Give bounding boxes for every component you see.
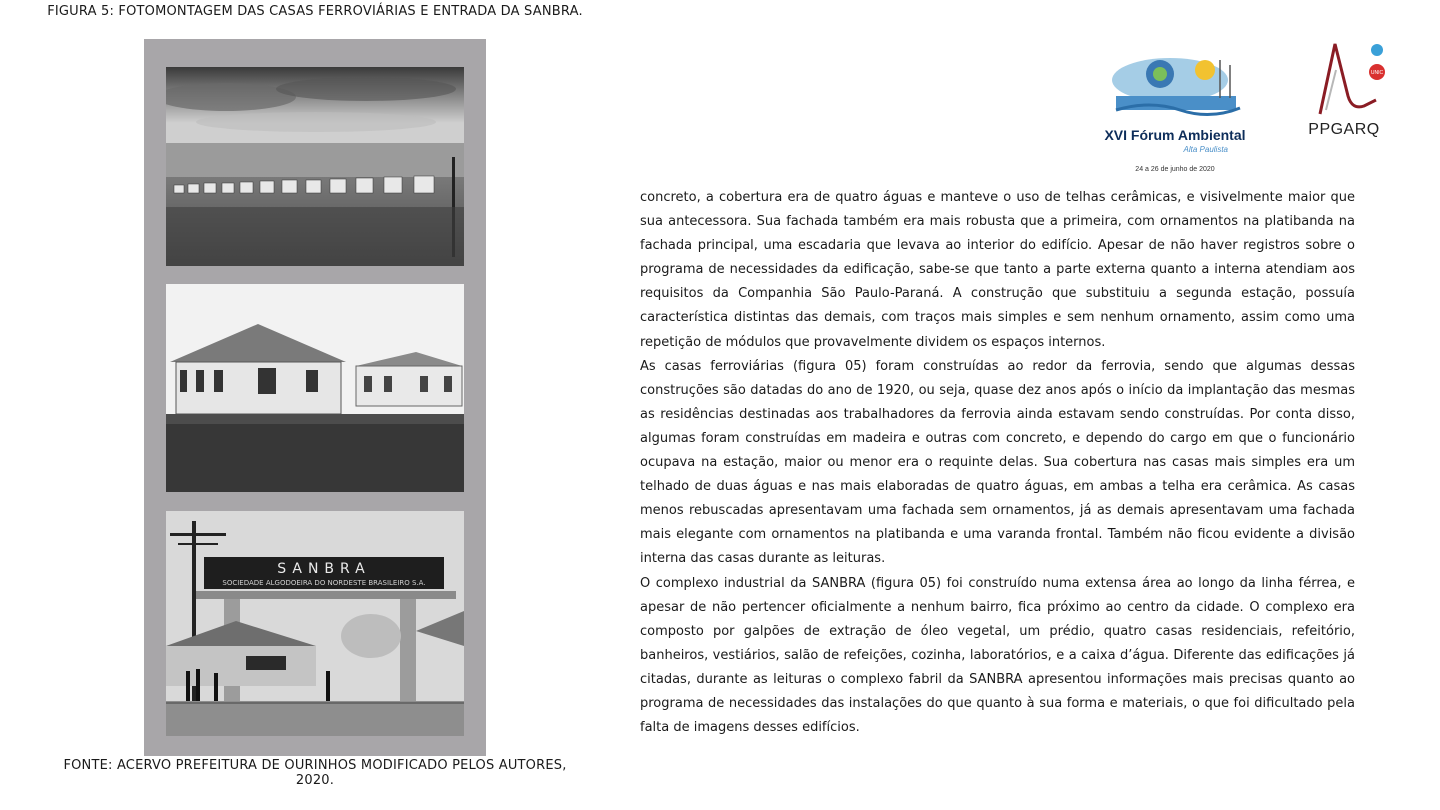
forum-subtitle: Alta Paulista [1183, 145, 1228, 154]
ppgarq-logo [1308, 44, 1385, 138]
event-logos [1080, 40, 1410, 180]
sign-title: SANBRA [277, 561, 371, 577]
photo-railway-houses-detail [166, 284, 464, 492]
forum-title: XVI Fórum Ambiental [1104, 127, 1246, 143]
paragraph-1: concreto, a cobertura era de quatro águas e manteve o uso de telhas cerâmicas, e visivelmente maior que sua antecessora. Sua fachada também era mais robusta que a primeira, com ornamentos na platibanda na fachada principal, uma escadaria que levava ao interior do edifício. Apesar de não haver registros sobre o programa de necessidades da edificação, sabe-se que tanto a parte externa quanto a interna atendiam aos requisitos da Companhia São Paulo-Paraná. A construção que substituiu a segunda estação, possuía característica distintas das demais, com traços mais simples e sem nenhum ornamento, assim como uma repetição de módulos que provavelmente dividem os espaços internos. [640, 190, 1355, 350]
paragraph-3: O complexo industrial da SANBRA (figura 05) foi construído numa extensa área ao longo da linha férrea, e apesar de não pertencer oficialmente a nenhum bairro, fica próximo ao centro da cidade. O complexo era composto por galpões de extração de óleo vegetal, um prédio, quatro casas residenciais, refeitório, banheiros, vestiários, salão de refeições, cozinha, laboratórios, e a caixa d’água. Diferente das edificações já citadas, durante as leituras o complexo fabril da SANBRA apresentou informações mais precisas quanto ao programa de necessidades das instalações do que quanto à sua forma e materiais, o que foi dificultado pela falta de imagens desses edifícios. [640, 575, 1355, 736]
ppgarq-text: PPGARQ [1308, 121, 1380, 138]
figure-caption: FIGURA 5: FOTOMONTAGEM DAS CASAS FERROVIÁRIAS E ENTRADA DA SANBRA. [47, 4, 583, 19]
sign-subtitle: SOCIEDADE ALGODOEIRA DO NORDESTE BRASILEIRO S.A. [222, 579, 426, 587]
paragraph-2: As casas ferroviárias (figura 05) foram construídas ao redor da ferrovia, sendo que algumas dessas construções são datadas do ano de 1920, ou seja, quase dez anos após o início da implantação das mesmas as residências destinadas aos trabalhadores da ferrovia ainda estavam sendo construídas. Por conta disso, algumas foram construídas em madeira e outras com concreto, e dependo do cargo em que o funcionário ocupava na estação, maior ou menor era o requinte delas. Sua cobertura nas casas mais simples era um telhado de duas águas e nas mais elaboradas de quatro águas, em ambas a telha era cerâmica. As casas menos rebuscadas apresentavam uma fachada sem ornamentos, já as demais apresentavam uma fachada mais elegante com ornamentos na platibanda e uma varanda frontal. Também não ficou evidente a divisão interna das casas durante as leituras. [640, 358, 1355, 567]
photo-sanbra-entrance [166, 511, 464, 736]
body-text [640, 186, 1355, 740]
figure-source: FONTE: ACERVO PREFEITURA DE OURINHOS MODIFICADO PELOS AUTORES, 2020. [63, 758, 567, 788]
photo-railway-houses-landscape [166, 67, 464, 266]
forum-date: 24 a 26 de junho de 2020 [1135, 166, 1215, 173]
badge-text: UNIC [1370, 70, 1384, 76]
photo-montage [144, 39, 486, 756]
forum-logo [1104, 58, 1245, 173]
